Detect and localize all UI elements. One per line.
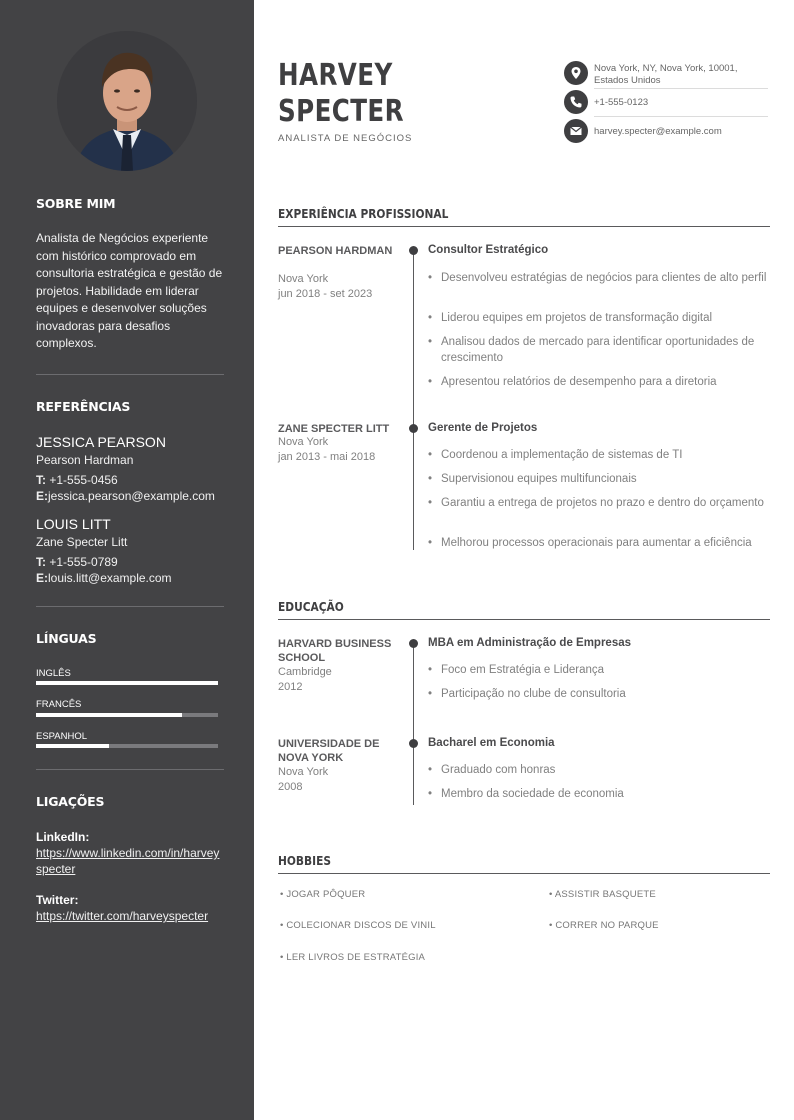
link-label-twitter: Twitter: <box>36 893 79 907</box>
sidebar-divider <box>36 769 224 770</box>
reference-phone <box>36 555 118 569</box>
language-bar <box>36 681 218 685</box>
about-heading: SOBRE MIM <box>36 196 116 211</box>
email-prefix: E: <box>36 489 48 503</box>
experience-heading: EXPERIÊNCIA PROFISSIONAL <box>278 206 449 221</box>
hobby-label: LER LIVROS DE ESTRATÉGIA <box>286 952 426 963</box>
education-heading: EDUCAÇÃO <box>278 599 344 614</box>
reference-phone-value: +1-555-0789 <box>49 555 118 569</box>
reference-phone-value: +1-555-0456 <box>49 473 118 487</box>
hobbies-heading: HOBBIES <box>278 853 331 868</box>
last-name: SPECTER <box>278 94 405 129</box>
timeline-dot <box>409 639 418 648</box>
degree-name: Bacharel em Economia <box>428 737 555 749</box>
list-item: • Coordenou a implementação de sistemas de TI <box>428 447 768 463</box>
job-period: jan 2013 - mai 2018 <box>278 451 376 463</box>
list-item: • Membro da sociedade de economia <box>428 786 768 802</box>
list-item: • Desenvolveu estratégias de negócios para clientes de alto perfil <box>428 270 768 286</box>
reference-email-value[interactable]: jessica.pearson@example.com <box>48 489 215 503</box>
reference-company: Zane Specter Litt <box>36 535 128 549</box>
reference-company: Pearson Hardman <box>36 453 134 467</box>
reference-name: LOUIS LITT <box>36 516 111 532</box>
school-name: HARVARD BUSINESS SCHOOL <box>278 638 392 664</box>
language-bar-fill <box>36 713 182 717</box>
school-location: Cambridge <box>278 666 332 678</box>
contact-divider <box>594 88 768 89</box>
language-bar-fill <box>36 681 218 685</box>
school-location: Nova York <box>278 766 329 778</box>
language-name: ESPANHOL <box>36 731 88 742</box>
list-item: • Analisou dados de mercado para identificar oportunidades de crescimento <box>428 334 768 366</box>
hobby-item: • LER LIVROS DE ESTRATÉGIA <box>280 952 426 963</box>
job-role: Gerente de Projetos <box>428 422 538 434</box>
graduation-year: 2012 <box>278 681 303 693</box>
hobby-label: COLECIONAR DISCOS DE VINIL <box>286 920 436 931</box>
language-bar <box>36 713 218 717</box>
reference-email <box>36 571 172 585</box>
list-item: • Apresentou relatórios de desempenho para a diretoria <box>428 374 768 390</box>
hobby-item: • ASSISTIR BASQUETE <box>549 889 656 900</box>
timeline-line <box>413 643 414 805</box>
contact-divider <box>594 116 768 117</box>
about-text: Analista de Negócios experiente com histórico comprovado em consultoria estratégica e gestão de projetos. Habilidade em liderar equipes e desenvolver soluções inovadoras para desafios complexos. <box>36 231 223 350</box>
languages-heading: LÍNGUAS <box>36 631 97 646</box>
section-divider <box>278 873 770 874</box>
section-divider <box>278 619 770 620</box>
list-item: • Liderou equipes em projetos de transformação digital <box>428 310 768 326</box>
graduation-year: 2008 <box>278 781 303 793</box>
reference-email <box>36 489 215 503</box>
language-name: FRANCÊS <box>36 699 82 710</box>
link-label-linkedin: LinkedIn: <box>36 830 90 844</box>
timeline-dot <box>409 424 418 433</box>
first-name: HARVEY <box>278 58 393 93</box>
list-item: • Supervisionou equipes multifuncionais <box>428 471 768 487</box>
sidebar <box>0 0 254 1120</box>
linkedin-link[interactable]: https://www.linkedin.com/in/harveyspecter <box>36 846 220 876</box>
sidebar-divider <box>36 374 224 375</box>
contact-email[interactable]: harvey.specter@example.com <box>594 126 722 137</box>
list-item: • Garantiu a entrega de projetos no prazo e dentro do orçamento <box>428 495 768 511</box>
timeline-dot <box>409 739 418 748</box>
reference-phone <box>36 473 118 487</box>
hobby-label: ASSISTIR BASQUETE <box>554 889 656 900</box>
contact-phone[interactable]: +1-555-0123 <box>594 97 649 108</box>
sidebar-divider <box>36 606 224 607</box>
language-name: INGLÊS <box>36 668 71 679</box>
hobby-item: • COLECIONAR DISCOS DE VINIL <box>280 920 436 931</box>
job-title: ANALISTA DE NEGÓCIOS <box>278 133 413 144</box>
hobby-label: CORRER NO PARQUE <box>555 920 659 931</box>
company-name: PEARSON HARDMAN <box>278 245 393 257</box>
phone-prefix: T: <box>36 555 46 569</box>
references-heading: REFERÊNCIAS <box>36 399 131 414</box>
list-item: • Participação no clube de consultoria <box>428 686 768 702</box>
reference-name: JESSICA PEARSON <box>36 434 166 450</box>
timeline-dot <box>409 246 418 255</box>
job-location: Nova York <box>278 436 329 448</box>
list-item: • Graduado com honras <box>428 762 768 778</box>
hobby-label: JOGAR PÔQUER <box>286 889 366 900</box>
degree-name: MBA em Administração de Empresas <box>428 637 632 649</box>
address-line-1: Nova York, NY, Nova York, 10001, <box>594 63 738 74</box>
address-line-2: Estados Unidos <box>594 75 661 86</box>
profile-photo <box>57 31 197 171</box>
contact-address <box>594 63 737 87</box>
job-period: jun 2018 - set 2023 <box>278 288 373 300</box>
job-role: Consultor Estratégico <box>428 244 549 256</box>
language-bar <box>36 744 218 748</box>
location-icon <box>564 61 588 85</box>
reference-email-value[interactable]: louis.litt@example.com <box>48 571 172 585</box>
section-divider <box>278 226 770 227</box>
twitter-link[interactable]: https://twitter.com/harveyspecter <box>36 909 209 923</box>
school-name: UNIVERSIDADE DE NOVA YORK <box>278 738 380 764</box>
phone-prefix: T: <box>36 473 46 487</box>
phone-icon <box>564 90 588 114</box>
timeline-line <box>413 250 414 550</box>
links-heading: LIGAÇÕES <box>36 794 105 809</box>
job-location: Nova York <box>278 273 329 285</box>
hobby-item: • JOGAR PÔQUER <box>280 889 366 900</box>
avatar-illustration <box>57 31 197 171</box>
list-item: • Melhorou processos operacionais para aumentar a eficiência <box>428 535 768 551</box>
hobby-item: • CORRER NO PARQUE <box>549 920 659 931</box>
language-bar-fill <box>36 744 109 748</box>
list-item: • Foco em Estratégia e Liderança <box>428 662 768 678</box>
email-icon <box>564 119 588 143</box>
email-prefix: E: <box>36 571 48 585</box>
company-name: ZANE SPECTER LITT <box>278 423 390 435</box>
